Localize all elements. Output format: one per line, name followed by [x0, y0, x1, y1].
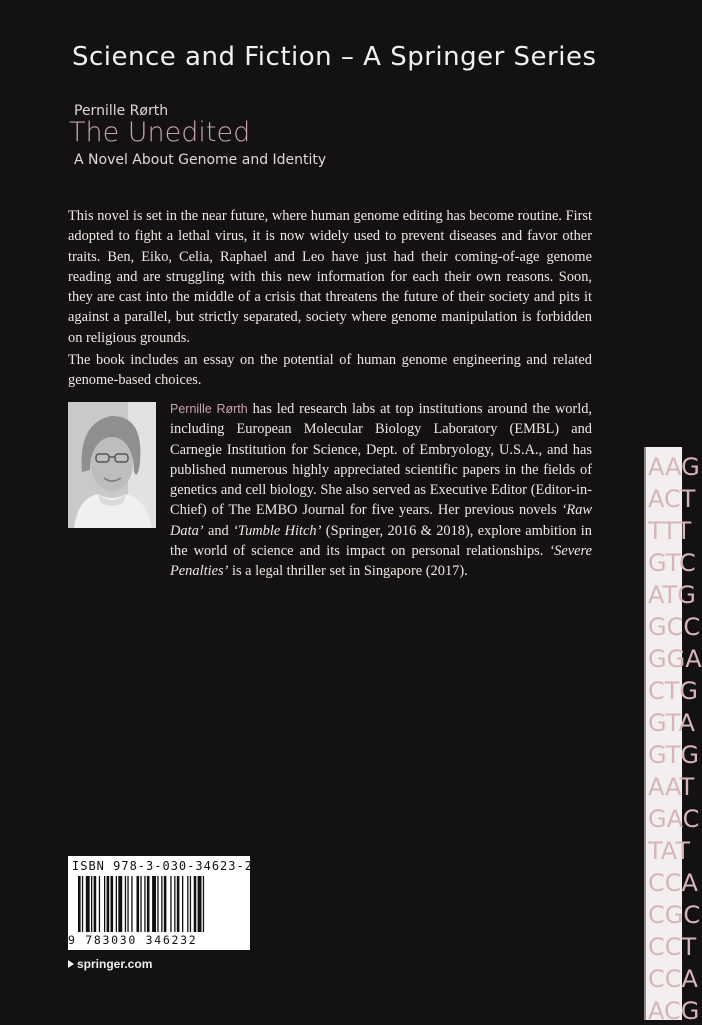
bio-author-name: Pernille Rørth [170, 402, 248, 416]
book-title: The Unedited [69, 117, 251, 148]
sequence-line: GAC [648, 805, 700, 833]
sequence-line: CCT [648, 933, 697, 961]
bio-book-tumble-hitch: ‘Tumble Hitch’ [233, 522, 322, 539]
sequence-line: AAT [648, 773, 695, 801]
sequence-line: CCA [648, 965, 698, 993]
sequence-line: CCA [648, 869, 698, 897]
author-photo [68, 402, 156, 528]
bio-text-1: has led research labs at top institutions around the world, including European Molecular Biology Laboratory (EMBL) and Carnegie Institution for Science, Dept. of Embryology, U.S.A., and has published numerous highly appreciated scientific papers in the fields of genetics and cell biology. She also served as Executive Editor (Editor-in-Chief) of The EMBO Journal for five years. Her previous novels [170, 401, 592, 519]
sequence-line: GTG [648, 741, 699, 769]
sequence-line: CGC [648, 901, 701, 929]
sequence-line: TTT [648, 517, 692, 545]
author-bio [170, 399, 592, 582]
barcode-bars [72, 876, 246, 932]
barcode-digits: 9 783030 346232 [68, 933, 198, 947]
bio-book-severe-penalties: ‘Severe Penalties’ [170, 543, 592, 580]
sequence-line: ACT [648, 485, 696, 513]
publisher-url: springer.com [77, 957, 153, 971]
sequence-line: GCC [648, 613, 701, 641]
publisher-link[interactable] [68, 957, 152, 971]
arrow-right-icon [68, 960, 74, 968]
description-paragraph-2: The book includes an essay on the potential of human genome engineering and related genome-based choices. [68, 352, 592, 389]
author-name: Pernille Rørth [74, 103, 169, 119]
bio-text-4: is a legal thriller set in Singapore (2017). [228, 563, 468, 580]
sequence-line: GTA [648, 709, 695, 737]
sequence-line: CTG [648, 677, 699, 705]
bio-book-raw-data: ‘Raw Data’ [170, 502, 592, 539]
description-paragraph-1: This novel is set in the near future, where human genome editing has become routine. First adopted to fight a lethal virus, it is now widely used to prevent diseases and favor other traits. Ben, Eiko, Celia, Raphael and Leo have just had their coming-of-age genome reading and are struggling with this new information for each their own reasons. Soon, they are cast into the middle of a crisis that threatens the future of their society and pits it against a parallel, but strictly separated, society where genome manipulation is forbidden on religious grounds. [68, 208, 592, 346]
author-portrait-image [68, 402, 156, 528]
sequence-line: GGA [648, 645, 702, 673]
sequence-line: AAG [648, 453, 700, 481]
sequence-line: ATG [648, 581, 696, 609]
series-title: Science and Fiction – A Springer Series [72, 42, 597, 72]
book-subtitle: A Novel About Genome and Identity [74, 152, 327, 168]
sequence-line: TAT [648, 837, 691, 865]
bio-text-3: (Springer, 2016 & 2018), explore ambition in the world of science and its impact on personal relationships. [170, 522, 592, 560]
sequence-line: ACG [648, 997, 700, 1025]
bio-text-2: and [203, 522, 234, 539]
sequence-line: GTC [648, 549, 696, 577]
isbn-label: ISBN 978-3-030-34623-2 [72, 859, 253, 873]
dna-sequence-strip [644, 447, 702, 1025]
isbn-barcode [68, 856, 253, 950]
